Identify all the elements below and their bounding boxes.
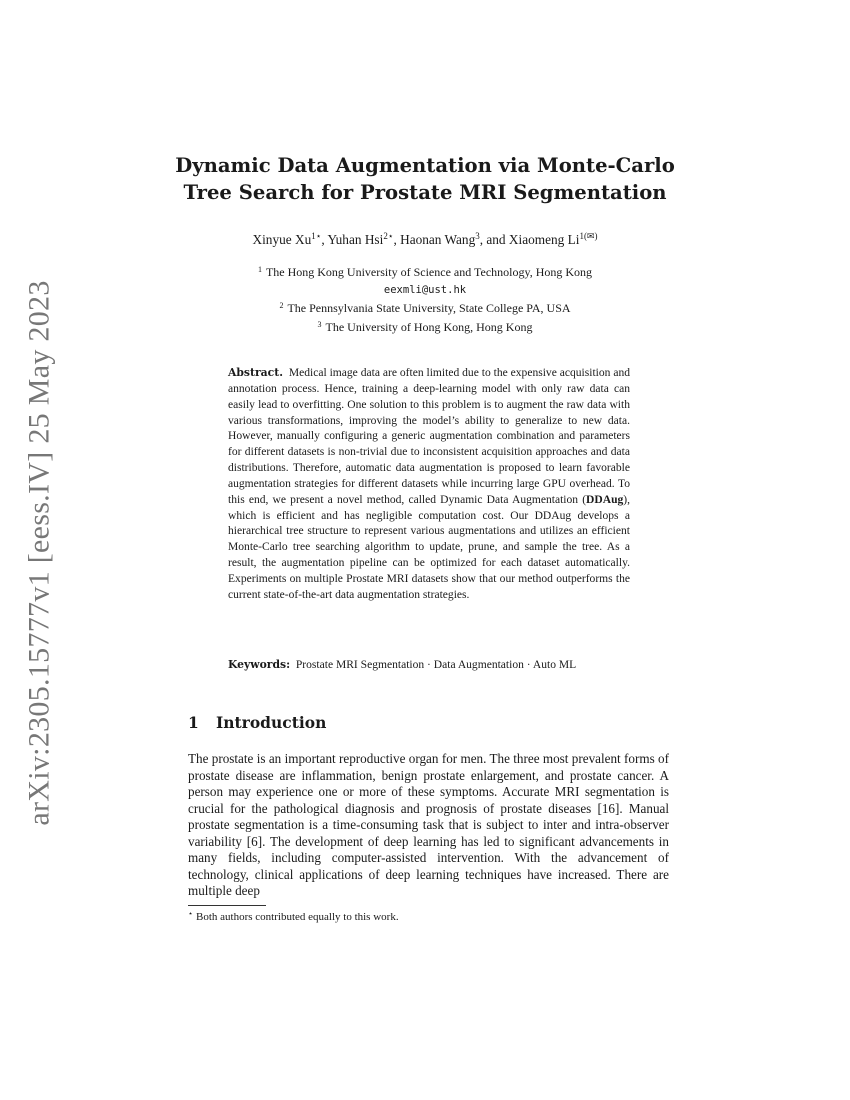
keywords-label: Keywords:	[228, 658, 291, 671]
affiliation-text: The Pennsylvania State University, State College PA, USA	[287, 301, 571, 315]
arxiv-identifier: arXiv:2305.15777v1 [eess.IV] 25 May 2023	[23, 280, 56, 826]
author-name: Xinyue Xu	[252, 232, 312, 247]
footnote	[188, 909, 399, 923]
author-name: Haonan Wang	[400, 232, 476, 247]
introduction-paragraph: The prostate is an important reproductive organ for men. The three most prevalent forms of prostate disease are inflammation, benign prostate enlargement, and prostate cancer. A person may experience one or more of these symptoms. Accurate MRI segmentation is crucial for the pathological diagnosis and prognosis of prostate diseases [16]. Manual prostate segmentation is a time-consuming task that is subject to inter and intra-observer variability [6]. The development of deep learning has led to significant advancements in many fields, including computer-assisted intervention. With the advancement of technology, clinical applications of deep learning techniques have increased. There are multiple deep	[188, 751, 669, 898]
section-title: Introduction	[216, 713, 327, 732]
author-separator: ,	[393, 232, 401, 247]
affiliation-number: 3	[317, 319, 322, 329]
author-separator: ,	[321, 232, 328, 247]
affiliation-number: 1	[257, 265, 262, 274]
affiliation	[160, 317, 690, 336]
author-name: Xiaomeng Li	[508, 232, 580, 247]
email-text[interactable]: eexmli@ust.hk	[383, 283, 467, 296]
footnote-text: Both authors contributed equally to this work.	[196, 911, 399, 923]
keywords-text: Prostate MRI Segmentation · Data Augmentation · Auto ML	[295, 659, 577, 671]
author-affil-mark: 1⋆	[311, 231, 322, 241]
abstract-text-continued: ), which is efficient and has negligible computation cost. Our DDAug develops a hierarchical tree structure to represent various augmentations and utilizes an efficient Monte-Carlo tree searching algorithm to update, prune, and sample the tree. As a result, the augmentation pipeline can be optimized for each dataset automatically. Experiments on multiple Prostate MRI datasets show that our method outperforms the current state-of-the-art data augmentation strategies.	[228, 493, 630, 601]
author-separator: , and	[479, 232, 509, 247]
section-number: 1	[188, 713, 199, 732]
affiliation-text: The Hong Kong University of Science and Technology, Hong Kong	[265, 265, 593, 279]
author-name: Yuhan Hsi	[327, 232, 384, 247]
author-affil-mark: 2⋆	[383, 231, 394, 241]
affiliation	[160, 262, 690, 281]
keywords	[228, 657, 630, 674]
author-affil-mark: 1(✉)	[579, 231, 598, 241]
abstract-text: Medical image data are often limited due to the expensive acquisition and annotation process. Hence, training a deep-learning model with only raw data can easily lead to overfitting. One solution to this problem is to augment the raw data with various transformations, improving the model’s ability to generalize to new data. However, manually configuring a generic augmentation combination and parameters for different datasets is non-trivial due to inconsistent acquisition approaches and data distributions. Therefore, automatic data augmentation is proposed to learn favorable augmentation strategies for different datasets while incurring large GPU overhead. To this end, we present a novel method, called Dynamic Data Augmentation (	[228, 367, 630, 506]
abstract	[228, 365, 630, 604]
method-acronym: DDAug	[586, 493, 624, 506]
abstract-label: Abstract.	[228, 366, 283, 379]
affiliation-text: The University of Hong Kong, Hong Kong	[325, 319, 533, 334]
affiliation-number: 2	[279, 301, 284, 310]
author-list	[160, 231, 690, 248]
title-line-2: Tree Search for Prostate MRI Segmentation	[183, 181, 667, 204]
title-line-1: Dynamic Data Augmentation via Monte-Carlo	[175, 154, 675, 177]
section-heading	[188, 713, 326, 732]
arxiv-sidebar-stamp	[20, 280, 60, 826]
footnote-rule	[188, 905, 266, 906]
paper-title	[160, 152, 690, 206]
author-affil-mark: 3	[475, 231, 480, 241]
affiliation-list	[160, 262, 690, 335]
corresponding-email[interactable]	[160, 281, 690, 299]
footnote-mark: ⋆	[188, 909, 194, 918]
affiliation	[160, 298, 690, 317]
